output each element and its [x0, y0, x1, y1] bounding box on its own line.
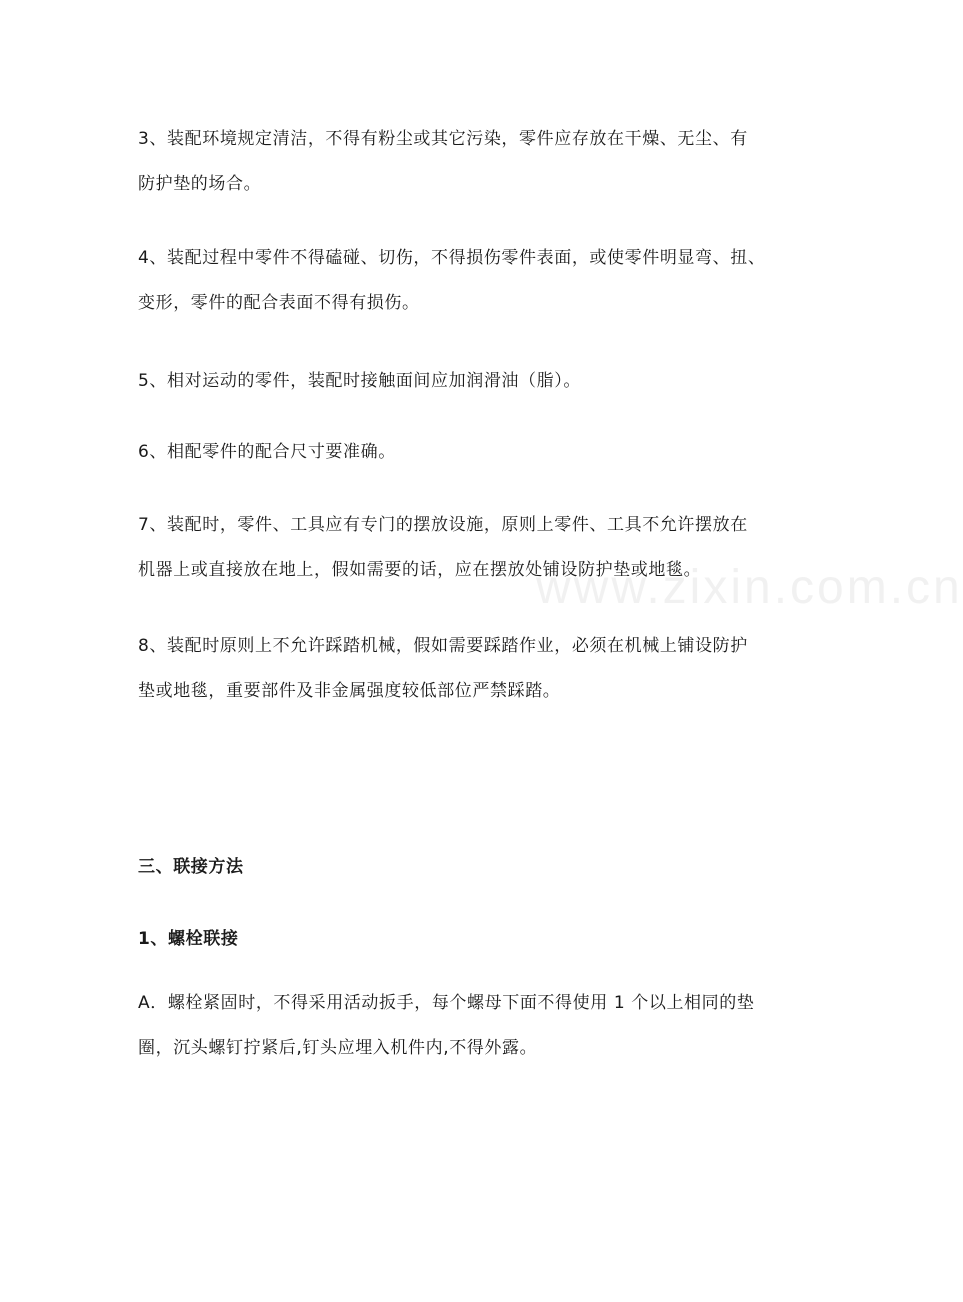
paragraph-line: 7、装配时，零件、工具应有专门的摆放设施，原则上零件、工具不允许摆放在: [138, 515, 748, 535]
paragraph-item-6: [138, 430, 788, 475]
paragraph-item-a: [138, 981, 788, 1071]
paragraph-line: A．螺栓紧固时，不得采用活动扳手，每个螺母下面不得使用 1 个以上相同的垫: [138, 993, 755, 1013]
section-heading: [138, 845, 788, 890]
paragraph-line: 变形，零件的配合表面不得有损伤。: [138, 293, 420, 313]
paragraph-line: 8、装配时原则上不允许踩踏机械，假如需要踩踏作业，必须在机械上铺设防护: [138, 636, 748, 656]
paragraph-item-5: [138, 359, 788, 404]
sub-heading: [138, 917, 788, 962]
paragraph-item-8: [138, 624, 788, 714]
section-heading-text: 三、联接方法: [138, 857, 244, 877]
paragraph-item-4: [138, 236, 788, 326]
paragraph-line: 防护垫的场合。: [138, 174, 262, 194]
paragraph-item-3: [138, 117, 788, 207]
paragraph-line: 垫或地毯，重要部件及非金属强度较低部位严禁踩踏。: [138, 681, 561, 701]
watermark: www.zixin.com.cn: [536, 561, 963, 614]
paragraph-line: 6、相配零件的配合尺寸要准确。: [138, 442, 396, 462]
paragraph-line: 圈，沉头螺钉拧紧后,钉头应埋入机件内,不得外露。: [138, 1038, 538, 1058]
paragraph-line: 4、装配过程中零件不得磕碰、切伤，不得损伤零件表面，或使零件明显弯、扭、: [138, 248, 766, 268]
paragraph-item-7: [138, 503, 788, 593]
paragraph-line: 3、装配环境规定清洁，不得有粉尘或其它污染，零件应存放在干燥、无尘、有: [138, 129, 748, 149]
sub-heading-text: 1、螺栓联接: [138, 929, 239, 949]
paragraph-line: 5、相对运动的零件，装配时接触面间应加润滑油（脂）。: [138, 371, 581, 391]
paragraph-line: 机器上或直接放在地上，假如需要的话，应在摆放处铺设防护垫或地毯。: [138, 560, 702, 580]
